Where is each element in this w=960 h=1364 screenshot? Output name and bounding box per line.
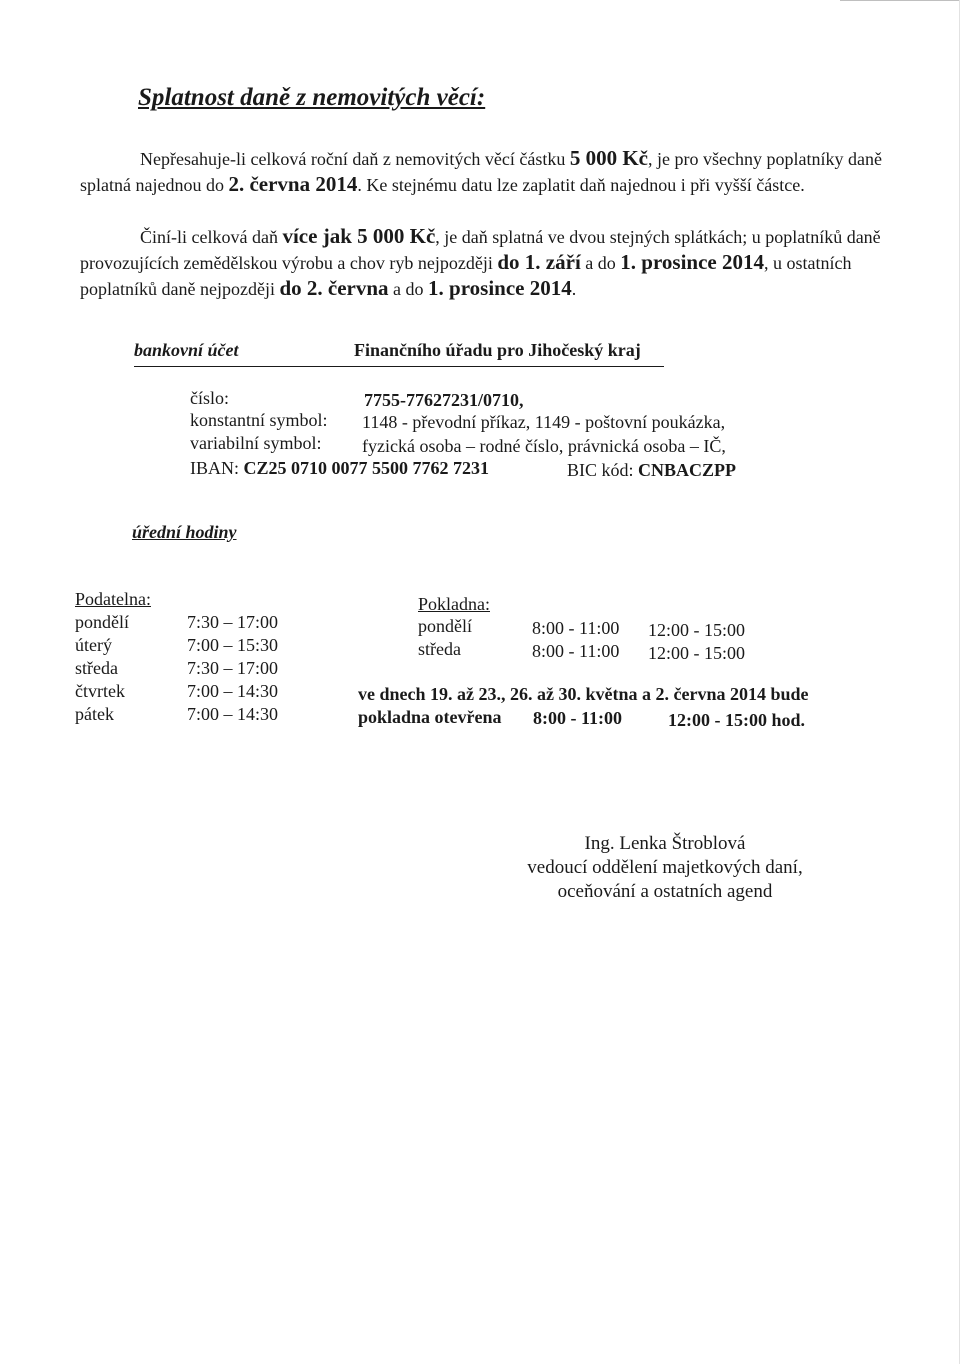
bank-account-owner: Finančního úřadu pro Jihočeský kraj — [354, 340, 641, 360]
iban-label: IBAN: — [190, 458, 244, 478]
bic-line — [567, 460, 736, 481]
podatelna-day: čtvrtek — [75, 681, 125, 701]
podatelna-time: 7:00 – 15:30 — [187, 635, 279, 655]
para2-deadline-1: do 1. září — [497, 250, 581, 274]
para2-text-1: Činí-li celková daň — [140, 227, 283, 247]
pokladna-time-am: 8:00 - 11:00 — [532, 641, 620, 661]
cislo-label: číslo: — [190, 388, 229, 408]
pokladna-time-pm: 12:00 - 15:00 — [648, 620, 745, 640]
podatelna-block — [75, 588, 151, 726]
podatelna-time: 7:00 – 14:30 — [187, 681, 279, 701]
ks-label: konstantní symbol: — [190, 410, 328, 430]
podatelna-time: 7:30 – 17:00 — [187, 658, 279, 678]
iban-line — [190, 458, 489, 479]
podatelna-day: středa — [75, 658, 118, 678]
account-number: 7755-77627231/0710, — [364, 390, 524, 410]
para2-text-2: , je daň splatná ve dvou stejných splátkách; u poplatníků daně provozujících zemědělskou výrobu a chov ryb nejpozději — [80, 227, 881, 273]
paragraph-large-tax — [80, 224, 896, 302]
para2-amount: více jak 5 000 Kč — [282, 224, 436, 248]
para2-text-5: a do — [388, 279, 429, 299]
bank-account-header — [134, 340, 664, 367]
para2-deadline-2: 1. prosince 2014 — [620, 250, 764, 274]
pokladna-notice-line2: pokladna otevřena — [358, 707, 502, 727]
para2-text-6: . — [571, 279, 577, 299]
podatelna-times — [187, 611, 278, 726]
podatelna-day: pondělí — [75, 612, 129, 632]
pokladna-notice-time-am: 8:00 - 11:00 — [533, 708, 622, 728]
signature-role-1: vedoucí oddělení majetkových daní, — [527, 857, 803, 878]
podatelna-day: pátek — [75, 704, 114, 724]
ks-value: 1148 - převodní příkaz, 1149 - poštovní poukázka, — [362, 412, 726, 432]
para2-text-3: a do — [580, 253, 621, 273]
pokladna-time-am: 8:00 - 11:00 — [532, 618, 620, 638]
paragraph-small-tax — [80, 146, 896, 198]
pokladna-time-pm: 12:00 - 15:00 — [648, 643, 745, 663]
vs-label: variabilní symbol: — [190, 433, 322, 453]
signature-name: Ing. Lenka Štroblová — [584, 833, 746, 854]
pokladna-row: pondělí — [418, 616, 472, 636]
pokladna-notice-line1: ve dnech 19. až 23., 26. až 30. května a 2. června 2014 bude — [358, 684, 809, 704]
pokladna-notice-time-pm: 12:00 - 15:00 hod. — [668, 710, 806, 730]
para1-amount: 5 000 Kč — [569, 146, 648, 170]
signature-role-2: oceňování a ostatních agend — [557, 881, 773, 902]
page-title: Splatnost daně z nemovitých věcí: — [138, 84, 486, 111]
podatelna-day: úterý — [75, 635, 112, 655]
para2-deadline-3: do 2. června — [279, 276, 389, 300]
vs-value: fyzická osoba – rodné číslo, právnická osoba – IČ, — [362, 436, 726, 456]
podatelna-time: 7:30 – 17:00 — [187, 612, 279, 632]
podatelna-title: Podatelna: — [75, 589, 151, 609]
pokladna-title: Pokladna: — [418, 594, 490, 614]
bic-label: BIC kód: — [567, 460, 639, 480]
podatelna-time: 7:00 – 14:30 — [187, 704, 279, 724]
pokladna-row: středa — [418, 639, 461, 659]
scan-edge-top — [840, 0, 960, 1]
para1-text-2: , je pro všechny poplatníky daně splatná najednou do — [80, 149, 882, 195]
bic-value: CNBACZPP — [638, 460, 737, 480]
para1-text-3: . Ke stejnému datu lze zaplatit daň najednou i při vyšší částce. — [357, 175, 805, 195]
para2-text-4: , u ostatních poplatníků daně nejpozději — [80, 253, 852, 299]
para1-text-1: Nepřesahuje-li celková roční daň z nemovitých věcí částku — [140, 149, 570, 169]
signature-block — [500, 832, 830, 904]
office-hours-label: úřední hodiny — [132, 522, 237, 542]
para1-deadline: 2. června 2014 — [228, 172, 358, 196]
iban-value: CZ25 0710 0077 5500 7762 7231 — [243, 458, 490, 478]
bank-account-label: bankovní účet — [134, 340, 239, 360]
para2-deadline-4: 1. prosince 2014 — [428, 276, 572, 300]
